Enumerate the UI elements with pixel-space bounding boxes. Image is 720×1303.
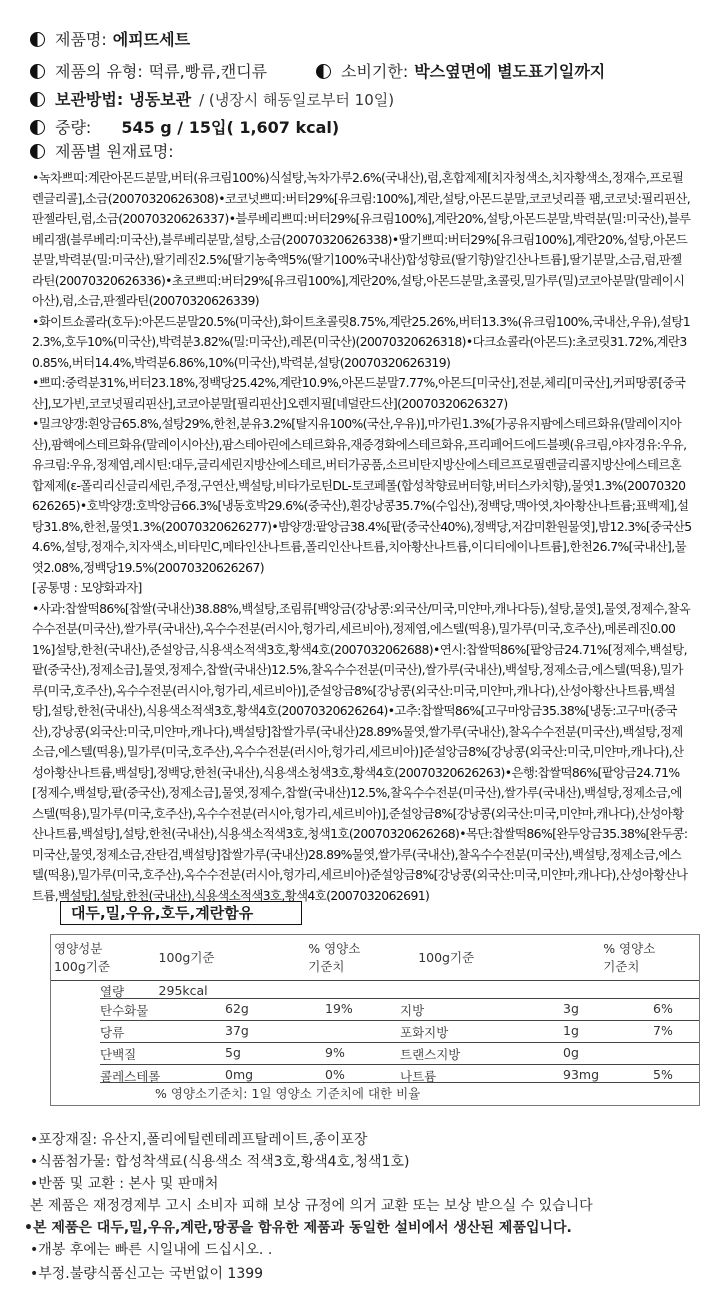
energy-value: 295kcal: [155, 980, 305, 1001]
nutrient-amount: 0mg: [225, 1067, 254, 1082]
nutrition-col-header: 100g기준: [158, 949, 215, 965]
ingredients-paragraph: •사과:찹쌀떡86%[찹쌀(국내산)38.88%,백설탕,조림류[백앙금(강낭콩:외국산/미국,미얀마,캐나다등),설탕,물엿],물엿,정제수,찰옥수수전분(미국산),쌀가루(국내산),옥수수전분(러시아,헝가리,세르비아),정제염,에스텔(떡용),밀가루(미국,호주산),메론레진0.001%]설탕,한천(국내산),준설앙금,식용색소적색3호,황색4호(2007032062688)•연시:찹쌀떡86%[팥앙금24.71%[정제수,백설탕,팥(중국산),정제소금],물엿,정제수,찹쌀(국내산)12.5%,찰옥수수전분(미국산),쌀가루(국내산),백설탕,정제소금,에스텔(떡용),밀가루(미국,호주산),옥수수전분(러시아,헝가리,세르비아)],준설앙금8%[강낭콩(외국산:미국,미얀마,캐나다),산성아황산나트륨,백설탕],설탕,한천(국내산),식용색소적색3호,황색4호(20070320626264)•고추:찹쌀떡86%[고구마앙금35.38%[냉동:고구마(중국산),강낭콩(외국산:미국,미얀마,캐나다),백설탕]찹쌀가루(국내산)28.89%물엿,쌀가루(국내산),찰옥수수전분(미국산),백설탕,정제소금,에스텔(떡용),밀가루(미국,호주산),옥수수전분(러시아,헝가리,세르비아)]준설앙금8%[강낭콩(외국산:미국,미얀마,캐나다),산성아황산나트륨,백설탕],정백당,한천(국내산),식용색소청색3호,황색4호(20070320626263)•은행:찹쌀떡86%[팥앙금24.71%[정제수,백설탕,팥(중국산),정제소금],물엿,정제수,찹쌀(국내산)12.5%,찰옥수수전분(미국산),쌀가루(국내산),백설탕,정제소금,에스텔(떡용),밀가루(미국,호주산),옥수수전분(러시아,헝가리,세르비아)],준설앙금8%[강낭콩(외국산:미국,미얀마,캐나다),산성아황산나트륨,백설탕],설탕,한천(국내산),식용색소적색3호,청색1호(20070320626268)•목단:찹쌀떡86%[완두앙금35.38%[완두콩:미국산,물엿,정제소금,잔탄검,백설탕]찹쌀가루(국내산)28.89%물엿,쌀가루(국내산),찰옥수수전분(미국산),백설탕,정제소금,에스텔(떡용),밀가루(미국,호주산),옥수수전분(러시아,헝가리,세르비아)준설앙금8%[강낭콩(외국산:미국,미얀마,캐나다),산성아황산나트륨,백설탕],설탕,한천(국내산),식용색소적색3호,황색4호(2007032062691): [32, 600, 691, 903]
allergen-box: 대두,밀,우유,호두,계란함유: [60, 901, 302, 925]
nutrient-label: 콜레스테롤: [100, 1069, 161, 1084]
nutrition-title: 영양성분 100g기준: [54, 940, 110, 974]
packaging-line: •포장재질: 유산지,폴리에틸렌테레프탈레이트,종이포장: [30, 1132, 368, 1148]
ingredients-paragraph: •화이트쇼콜라(호두):아몬드분말20.5%(미국산),화이트초콜릿8.75%,계란25.26%,버터13.3%(유크림100%,국내산,우유),설탕12.3%,호두10%(미국산),박력분3.82%(밀:미국산),레몬(미국산)(20070320626318)•다크쇼콜라(아몬드):초코릿31.72%,계란30.85%,버터14.4%,박력분6.86%,10%(미국산),박력분,설탕(20070320626319): [32, 313, 691, 370]
nutrient-label: 탄수화물: [100, 1003, 149, 1018]
ingredients-paragraph: •녹차쁘띠:계란아몬드분말,버터(유크림100%)식설탕,녹차가루2.6%(국내산),럼,혼합제제[치자청색소,치자황색소,정재수,프로필렌글리콜],소금(20070320626308)•코코넛쁘띠:버터29%[유크림:100%],계란,설탕,아몬드분말,코코넛리플 팸,코코넛:필리핀산,판젤라틴,럼,소금(20070320626337)•블루베리쁘띠:버터29%[유크림100%],계란20%,설탕,아몬드분말,박력분(밀:미국산),블루베리잼(블루베리:미국산),블루베리분말,설탕,소금(20070320626338)•딸기쁘띠:버터29%[유크림100%],계란20%,설탕,아몬드분말,박력분(밀:미국산),딸기레진2.5%[딸기농축액5%(딸기100%국내산)합성향료(딸기향)알긴산나트륨],딸기분말,소금,럼,판젤라틴(20070320626336)•초코쁘띠:버터29%[유크림100%],계란20%,설탕,아몬드분말,초콜릿,밀가루(밀)코코아분말(말레이시아산),럼,소금,판젤라틴(20070320626339): [32, 170, 691, 308]
nutrient-amount: 62g: [225, 1001, 249, 1016]
nutrient-percent: 19%: [325, 1001, 353, 1016]
weight-label: 중량:: [55, 118, 92, 137]
nutrient-amount: 0g: [563, 1045, 579, 1060]
consume-quickly-line: •개봉 후에는 빠른 시일내에 드십시오. .: [30, 1242, 273, 1258]
ingredients-heading: 제품별 원재료명:: [55, 142, 174, 161]
allergen-facility-line: •본 제품은 대두,밀,우유,계란,땅콩을 함유한 제품과 동일한 설비에서 생산된 제품입니다.: [24, 1220, 572, 1236]
nutrient-amount: 93mg: [563, 1067, 600, 1082]
nutrition-col-header: % 영양소 기준치: [603, 940, 656, 974]
product-name-row: [30, 30, 190, 50]
common-name-line: [공통명 : 모양화과자]: [32, 580, 142, 595]
additives-line: •식품첨가물: 합성착색료(식용색소 적색3호,황색4호,청색1호): [30, 1154, 410, 1170]
weight-row: [30, 118, 339, 138]
ingredients-heading-row: [30, 142, 174, 162]
weight-value: 545 g / 15입( 1,607 kcal): [121, 118, 340, 137]
product-type-label: 제품의 유형:: [55, 62, 143, 81]
nutrient-amount: 3g: [563, 1001, 579, 1016]
product-type-row: [30, 62, 267, 82]
ingredients-paragraph: •쁘띠:중력분31%,버터23.18%,정백당25.42%,계란10.9%,아몬드분말7.77%,아몬드[미국산],전분,체리[미국산],커피땅콩[중국산],모가빈,코코넛필리핀산],코코아분말[필리핀산]오렌지필[네덜란드산](20070320626327): [32, 375, 686, 411]
storage-label: 보관방법:: [55, 90, 124, 109]
nutrition-note: % 영양소기준치: 1일 영양소 기준치에 대한 비율: [155, 1086, 421, 1101]
compensation-line: 본 제품은 재정경제부 고시 소비자 피해 보상 규정에 의거 교환 또는 보상 받으실 수 있습니다: [30, 1198, 593, 1214]
ingredients-paragraph: •밀크양갱:흰앙금65.8%,설탕29%,한천,분유3.2%[탈지유100%(국산,우유)],마가린1.3%[가공유지팜에스테르화유(말레이지아산),팜핵에스테르화유(말레이시아산),팜스테아린에스테르화유,재증경화에스테르화유,프리페어드에드블펫(유크림,야자경유:우유,유크림:우유,정제염,레시틴:대두,글리세린지방산에스테르,버터가공품,소르비탄지방산에스테르프로필렌글리콜지방산에스테르혼합제제(ε-폴리리신글리세린,주정,구연산,백설탕,비타가로틴DL-토코페롤(합성착향료버터향,버터스카치향),물엿1.3%(20070320626265)•호박양갱:호박앙금66.3%[냉동호박29.6%(중국산),흰강낭콩35.7%(수입산),정백당,맥아엿,차아황산나트륨;표백제],설탕31.8%,한천,물엿1.3%(20070320626277)•밤양갱:팥앙금38.4%[팥(중국산40%),정백당,저감미환원물엿],밤12.3%[중국산54.6%,설탕,정재수,치자색소,비타민C,메타인산나트륨,폴리인산나트륨,치아황산나트륨,이디티에이나트륨],한천26.7%[국내산],물엿2.08%,정백당19.5%(20070320626267): [32, 416, 692, 575]
storage-value: 냉동보관: [129, 90, 192, 109]
expiry-value: 박스옆면에 별도표기일까지: [414, 62, 606, 81]
nutrient-amount: 5g: [225, 1045, 241, 1060]
nutrient-percent: 6%: [653, 1001, 673, 1016]
nutrition-col-header: % 영양소 기준치: [308, 940, 361, 974]
storage-note: / (냉장시 해동일로부터 10일): [199, 91, 395, 109]
returns-line: •반품 및 교환 : 본사 및 판매처: [30, 1176, 219, 1192]
ingredients-block: [32, 168, 692, 906]
nutrition-col-header: 100g기준: [418, 949, 475, 965]
product-name-label: 제품명:: [55, 30, 107, 49]
half-circle-icon: [30, 120, 45, 135]
half-circle-icon: [316, 64, 331, 79]
storage-row: [30, 90, 394, 110]
nutrient-label: 포화지방: [400, 1025, 449, 1040]
product-name: 에피뜨세트: [112, 30, 191, 49]
nutrient-percent: 0%: [325, 1067, 345, 1082]
expiry-row: [316, 62, 605, 82]
nutrient-percent: 9%: [325, 1045, 345, 1060]
nutrient-label: 단백질: [100, 1047, 137, 1062]
nutrition-frame: [50, 934, 700, 1106]
product-type: 떡류,빵류,캔디류: [148, 62, 268, 81]
report-hotline-line: •부정.불량식품신고는 국번없이 1399: [30, 1266, 264, 1282]
expiry-label: 소비기한:: [341, 62, 409, 81]
nutrient-label: 당류: [100, 1025, 125, 1040]
nutrient-percent: 5%: [653, 1067, 673, 1082]
half-circle-icon: [30, 92, 45, 107]
nutrient-label: 트랜스지방: [400, 1047, 461, 1062]
energy-label: 열량: [50, 980, 155, 1001]
nutrient-label: 지방: [400, 1003, 425, 1018]
nutrient-amount: 1g: [563, 1023, 579, 1038]
half-circle-icon: [30, 32, 45, 47]
nutrient-percent: 7%: [653, 1023, 673, 1038]
nutrient-amount: 37g: [225, 1023, 249, 1038]
nutrient-label: 나트륨: [400, 1069, 437, 1084]
half-circle-icon: [30, 64, 45, 79]
half-circle-icon: [30, 144, 45, 159]
